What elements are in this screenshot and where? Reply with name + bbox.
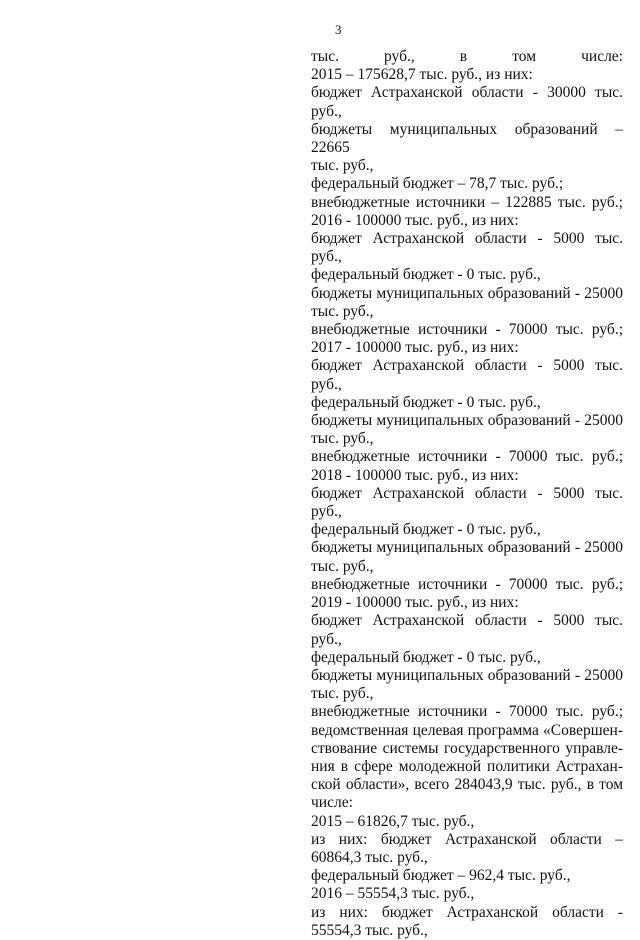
text-line: 55554,3 тыс. руб., (311, 921, 428, 939)
text-line: бюджет Астраханской области - 30000 тыс. (311, 84, 623, 102)
text-line: тыс. руб., (311, 685, 374, 703)
text-line: бюджет Астраханской области - 5000 тыс. руб., (311, 357, 623, 393)
text-line: федеральный бюджет - 0 тыс. руб., (311, 393, 541, 411)
text-line: федеральный бюджет – 962,4 тыс. руб., (311, 867, 571, 885)
text-line: бюджеты муниципальных образований - 25000 (311, 539, 623, 557)
body-text (311, 48, 623, 940)
text-line: ской области», всего 284043,9 тыс. руб., в том (311, 776, 623, 794)
text-line: внебюджетные источники - 70000 тыс. руб.; (311, 575, 623, 593)
text-line: внебюджетные источники – 122885 тыс. руб.; (311, 193, 623, 211)
text-line: 2015 – 61826,7 тыс. руб., (311, 812, 475, 830)
text-line: из них: бюджет Астраханской области – (311, 830, 623, 848)
text-line: бюджет Астраханской области - 5000 тыс. руб., (311, 484, 623, 521)
text-line: тыс. руб., (311, 430, 374, 448)
text-line: числе: (311, 794, 353, 812)
text-line: внебюджетные источники - 70000 тыс. руб.; (311, 448, 623, 466)
text-line: внебюджетные источники - 70000 тыс. руб.; (311, 321, 623, 339)
text-line: тыс. руб., (311, 157, 374, 175)
text-line: 2019 - 100000 тыс. руб., из них: (311, 594, 519, 612)
text-line: федеральный бюджет – 78,7 тыс. руб.; (311, 175, 564, 193)
page-number: 3 (335, 22, 342, 37)
text-line: бюджеты муниципальных образований - 25000 (311, 284, 623, 302)
text-line: 2016 – 55554,3 тыс. руб., (311, 885, 475, 903)
text-line: федеральный бюджет - 0 тыс. руб., (311, 521, 541, 539)
text-line: федеральный бюджет - 0 тыс. руб., (311, 648, 541, 666)
text-line: из них: бюджет Астраханской области - (311, 903, 623, 921)
text-line: внебюджетные источники - 70000 тыс. руб.; (311, 703, 623, 721)
text-line: бюджеты муниципальных образований – 22665 (311, 120, 623, 157)
text-line: тыс. руб., (311, 557, 374, 575)
text-line: 2015 – 175628,7 тыс. руб., из них: (311, 66, 533, 84)
text-line: бюджеты муниципальных образований - 25000 (311, 412, 623, 430)
text-line: 60864,3 тыс. руб., (311, 848, 428, 866)
text-line: ведомственная целевая программа «Совершен- (311, 721, 623, 739)
text-line: бюджет Астраханской области - 5000 тыс. руб., (311, 230, 623, 266)
text-line: федеральный бюджет - 0 тыс. руб., (311, 266, 541, 284)
text-line: бюджеты муниципальных образований - 25000 (311, 666, 623, 684)
text-line: руб., (311, 102, 342, 120)
text-line: 2018 - 100000 тыс. руб., из них: (311, 466, 519, 484)
text-line: 2016 - 100000 тыс. руб., из них: (311, 211, 519, 229)
text-line: ния в сфере молодежной политики Астрахан- (311, 757, 623, 775)
text-line: бюджет Астраханской области - 5000 тыс. руб., (311, 612, 623, 648)
text-line: ствование системы государственного управле- (311, 739, 623, 757)
text-line: 2017 - 100000 тыс. руб., из них: (311, 339, 519, 357)
text-line: тыс. руб., (311, 302, 374, 320)
text-line: тыс. руб., в том числе: (311, 48, 623, 65)
